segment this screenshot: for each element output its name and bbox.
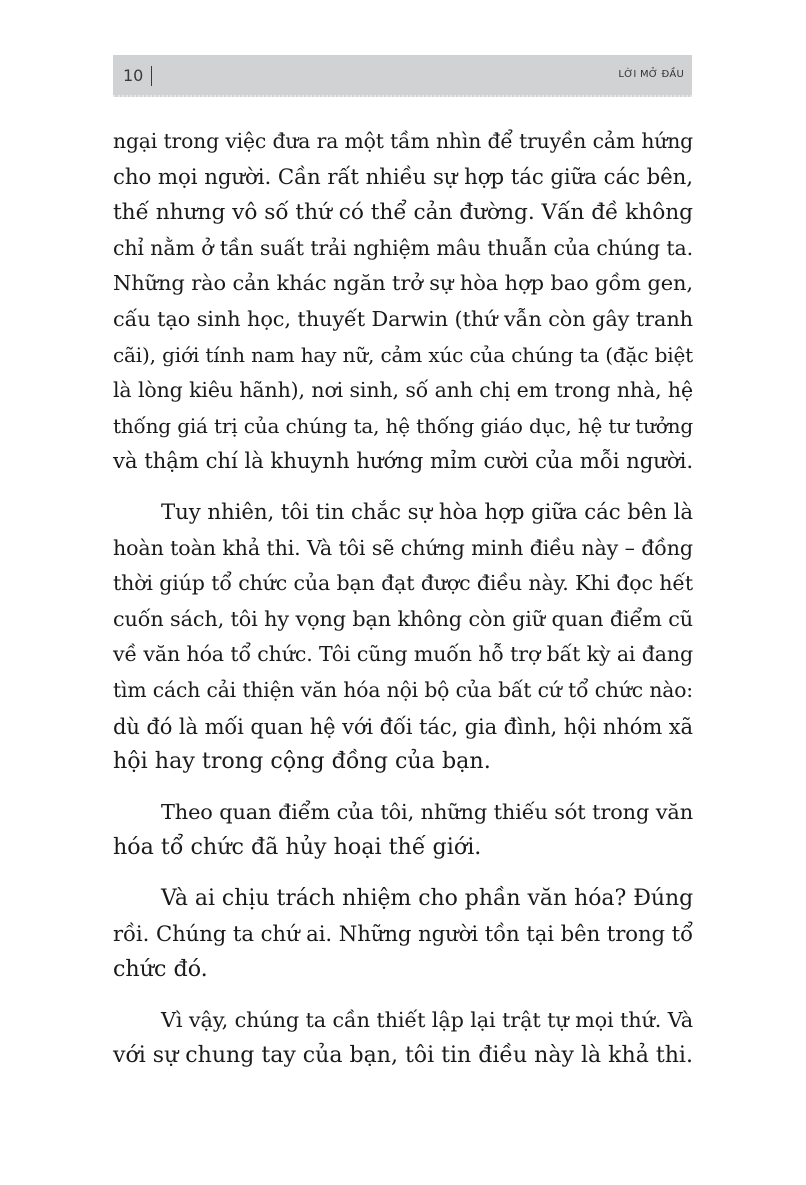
text-line: về văn hóa tổ chức. Tôi cũng muốn hỗ trợ bất kỳ ai đang [113, 642, 693, 667]
text-line: hội hay trong cộng đồng của bạn. [113, 748, 491, 775]
paragraph-5 [113, 1003, 693, 1074]
text-line: chỉ nằm ở tần suất trải nghiệm mâu thuẫn của chúng ta. [113, 235, 693, 260]
text-line: dù đó là mối quan hệ với đối tác, gia đình, hội nhóm xã [113, 713, 693, 739]
text-line: cấu tạo sinh học, thuyết Darwin (thứ vẫn còn gây tranh [113, 306, 693, 331]
text-line: Những rào cản khác ngăn trở sự hòa hợp bao gồm gen, [113, 271, 693, 296]
paragraph-4 [113, 881, 693, 988]
text-line: thống giá trị của chúng ta, hệ thống giáo dục, hệ tư tưởng [113, 413, 693, 438]
text-line: cãi), giới tính nam hay nữ, cảm xúc của chúng ta (đặc biệt [113, 342, 693, 367]
text-line: với sự chung tay của bạn, tôi tin điều này là khả thi. [113, 1043, 693, 1069]
running-header [113, 55, 692, 97]
text-line: Theo quan điểm của tôi, những thiếu sót trong văn [161, 799, 693, 824]
paragraph-1 [113, 124, 693, 480]
text-line: Tuy nhiên, tôi tin chắc sự hòa hợp giữa các bên là [161, 499, 693, 525]
body-text [113, 124, 693, 1089]
text-line: tìm cách cải thiện văn hóa nội bộ của bất cứ tổ chức nào: [113, 677, 693, 702]
text-line: ngại trong việc đưa ra một tầm nhìn để truyền cảm hứng [113, 129, 693, 153]
text-line: hóa tổ chức đã hủy hoại thế giới. [113, 834, 482, 861]
text-line: là lòng kiêu hãnh), nơi sinh, số anh chị em trong nhà, hệ [113, 378, 693, 403]
text-line: Và ai chịu trách nhiệm cho phần văn hóa? Đúng [161, 885, 694, 911]
chapter-title: LỜI MỞ ĐẦU [618, 69, 684, 80]
text-line: và thậm chí là khuynh hướng mỉm cười của mỗi người. [113, 449, 694, 475]
paragraph-3 [113, 795, 693, 866]
page-number: 10 [123, 66, 144, 85]
text-line: cho mọi người. Cần rất nhiều sự hợp tác giữa các bên, [113, 164, 693, 190]
text-line: cuốn sách, tôi hy vọng bạn không còn giữ quan điểm cũ [113, 606, 693, 631]
text-line: rồi. Chúng ta chứ ai. Những người tồn tại bên trong tổ [113, 921, 693, 947]
text-line: hoàn toàn khả thi. Và tôi sẽ chứng minh điều này – đồng [113, 535, 693, 560]
text-line: Vì vậy, chúng ta cần thiết lập lại trật tự mọi thứ. Và [161, 1007, 693, 1032]
text-line: thế nhưng vô số thứ có thể cản đường. Vấn đề không [113, 200, 693, 226]
header-divider [151, 66, 152, 86]
text-line: chức đó. [113, 956, 208, 983]
text-line: thời giúp tổ chức của bạn đạt được điều này. Khi đọc hết [113, 571, 693, 596]
paragraph-2 [113, 495, 693, 780]
